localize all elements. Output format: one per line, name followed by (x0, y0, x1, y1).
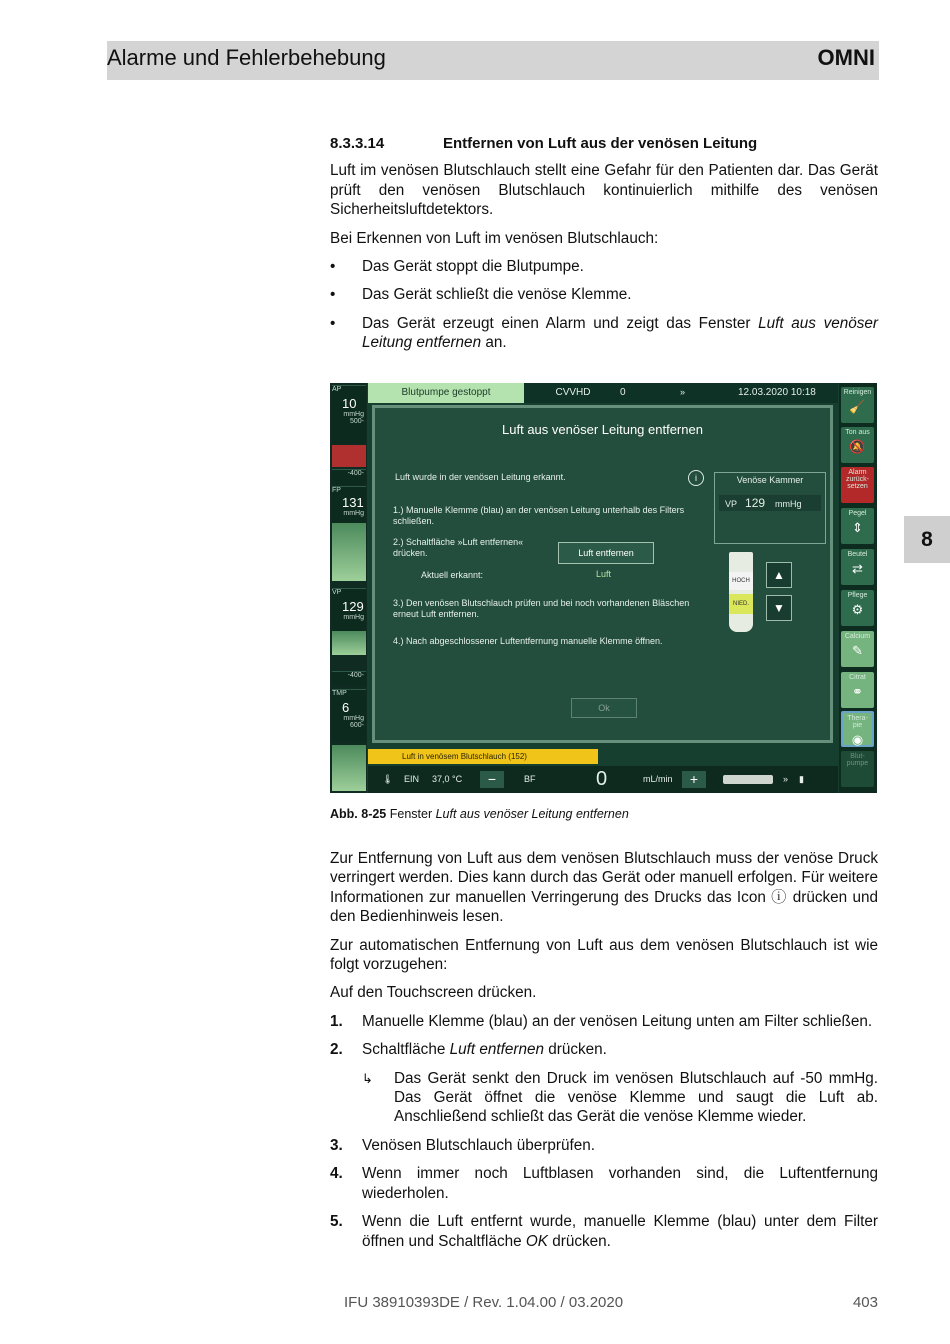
tmp-unit: mmHg (343, 715, 364, 722)
pflege-button[interactable] (841, 590, 874, 626)
vp-row-value: 129 (745, 496, 766, 510)
step-text-pre: Wenn die Luft entfernt wurde, manuelle Klemme (blau) unter dem Filter öffnen und Schaltfläche (362, 1213, 878, 1250)
step-2 (330, 1040, 878, 1059)
tmp-bar (332, 745, 366, 791)
beutel-label: Beutel (847, 551, 868, 558)
ap-value: 10 (342, 396, 357, 411)
ap-low-limit: -400- (347, 470, 364, 477)
fp-readout (332, 486, 366, 523)
calcium-button[interactable] (841, 631, 874, 667)
heater-state: EIN (404, 774, 420, 784)
tmp-value: 6 (342, 700, 350, 715)
mute-icon: 🔕 (849, 439, 866, 454)
tmp-high-limit: 600- (349, 722, 364, 729)
bullet-text (362, 314, 878, 353)
ton-aus-button[interactable] (841, 427, 874, 463)
therapy-icon: ◉ (851, 732, 864, 747)
section-heading (330, 134, 878, 153)
bullet-item (330, 314, 878, 353)
ap-readout (332, 385, 366, 444)
venous-chamber-graphic (729, 552, 753, 632)
reinigen-label: Reinigen (843, 389, 872, 396)
upper-content (330, 134, 878, 362)
pegel-button[interactable] (841, 508, 874, 544)
header-brand: OMNI (817, 45, 875, 70)
therapie-button[interactable] (841, 711, 874, 747)
section-title: Entfernen von Luft aus der venösen Leitung (443, 135, 758, 152)
step-number: 3. (330, 1136, 343, 1154)
chapter-tab: 8 (904, 516, 950, 563)
air-removal-dialog (372, 405, 833, 743)
vp-low (332, 671, 366, 686)
step-number: 1. (330, 1012, 343, 1030)
bullet-mark: • (330, 286, 336, 304)
bullet-item (330, 285, 878, 304)
lower-content (330, 849, 878, 1260)
footer-doc-id: IFU 38910393DE / Rev. 1.04.00 / 03.2020 (344, 1294, 624, 1311)
vp-row (719, 495, 821, 511)
step-number: 4. (330, 1165, 343, 1183)
result-text: Das Gerät senkt den Druck im venösen Blutschlauch auf -50 mmHg. Das Gerät öffnet die venöse Klemme und saugt die Luft ab. Anschließend schließt das Gerät die venöse Klemme wieder. (394, 1069, 878, 1126)
dialog-title: Luft aus venöser Leitung entfernen (502, 422, 703, 437)
step-number: 2. (330, 1041, 343, 1059)
vp-row-unit: mmHg (775, 499, 802, 509)
alarm-reset-label: Alarm zurück-setzen (846, 469, 869, 490)
status-bar (368, 383, 838, 403)
step-2-result (362, 1069, 878, 1127)
detect-lead: Bei Erkennen von Luft im venösen Blutschlauch: (330, 229, 659, 247)
bullet-text-post: an. (481, 334, 507, 352)
vp-unit: mmHg (343, 614, 364, 621)
fp-value: 131 (342, 495, 364, 510)
bf-value: 0 (596, 768, 608, 790)
step-text-emphasis: OK (525, 1232, 548, 1250)
vp-value: 129 (342, 599, 364, 614)
status-text: Blutpumpe gestoppt (368, 383, 524, 403)
bag-icon: ⇄ (852, 561, 863, 576)
paragraph-pressure: Zur Entfernung von Luft aus dem venösen Blutschlauch muss der venöse Druck verringert werden. Dies kann durch das Gerät oder manuell erfolgen. Für weitere Informationen zur manuellen Verringerung des Drucks das Icon ⓘ drücken und den Bedienhinweis lesen. (330, 850, 878, 926)
pressure-panel (330, 383, 367, 793)
vp-label: VP (332, 589, 342, 596)
vp-low-limit: -400- (347, 672, 364, 679)
decrease-bf-button[interactable]: − (480, 771, 504, 788)
bf-unit: mL/min (643, 774, 673, 784)
luft-entfernen-button[interactable]: Luft entfernen (558, 542, 654, 564)
citrat-icon: ⚭ (852, 684, 863, 699)
ap-low (332, 469, 366, 485)
tmp-label: TMP (332, 690, 347, 697)
bullet-text-pre: Das Gerät erzeugt einen Alarm und zeigt das Fenster (362, 314, 759, 332)
level-down-button[interactable]: ▼ (766, 595, 792, 621)
step-5 (330, 1212, 878, 1251)
blutpumpe-label: Blut-pumpe (846, 753, 869, 767)
current-detection-value: Luft (596, 569, 612, 579)
step-text-post: drücken. (544, 1041, 607, 1059)
dialog-step-3: 3.) Den venösen Blutschlauch prüfen und bei noch vorhandenen Bläschen erneut Luft entfernen. (393, 598, 690, 619)
heater-icon: 🌡 (382, 774, 394, 784)
bullet-text: Das Gerät stoppt die Blutpumpe. (362, 258, 584, 276)
venous-chamber-title: Venöse Kammer (736, 475, 804, 485)
dialog-step-1: 1.) Manuelle Klemme (blau) an der venösen Leitung unterhalb des Filters schließen. (393, 505, 685, 526)
ap-high-limit: 500- (349, 418, 364, 425)
caption-text: Fenster (386, 807, 436, 821)
bullet-item (330, 257, 878, 276)
venous-chamber-box (714, 472, 826, 544)
page-header (107, 41, 879, 80)
dialog-step-2: 2.) Schaltfläche »Luft entfernen« drücken. (393, 537, 524, 558)
caption-label: Abb. 8-25 (330, 807, 387, 821)
step-3 (330, 1136, 878, 1155)
vp-bar (332, 631, 366, 655)
ap-alarm-marker (332, 445, 366, 467)
pegel-label: Pegel (848, 510, 867, 517)
pflege-label: Pflege (847, 592, 868, 599)
datetime: 12.03.2020 10:18 (738, 387, 816, 398)
brush-icon: 🧹 (849, 399, 866, 414)
chevron-icon[interactable]: » (783, 774, 789, 784)
tmp-readout (332, 689, 366, 742)
status-count: 0 (620, 387, 626, 398)
temperature: 37,0 °C (432, 774, 463, 784)
fp-bar (332, 523, 366, 581)
level-high-label: HOCH (729, 572, 753, 590)
syringe-icon (723, 775, 773, 784)
gear-icon: ⚙ (851, 602, 864, 617)
reinigen-button[interactable] (841, 387, 874, 423)
increase-bf-button[interactable]: + (682, 771, 706, 788)
step-text: Venösen Blutschlauch überprüfen. (362, 1136, 596, 1154)
bullet-mark: • (330, 314, 336, 332)
result-arrow-icon: ↳ (362, 1070, 373, 1086)
caption-emphasis: Luft aus venöser Leitung entfernen (435, 807, 629, 821)
vp-row-label: VP (725, 499, 738, 509)
paragraph-automatic: Zur automatischen Entfernung von Luft aus dem venösen Blutschlauch ist wie folgt vorzugehen: (330, 936, 878, 974)
level-up-button[interactable]: ▲ (766, 562, 792, 588)
step-text: Wenn immer noch Luftblasen vorhanden sind, die Luftentfernung wiederholen. (362, 1165, 878, 1202)
therapy-mode: CVVHD (555, 387, 591, 398)
bullet-mark: • (330, 258, 336, 276)
level-low-label: NIED. (729, 594, 753, 614)
bottom-bar (368, 766, 838, 793)
bf-label: BF (524, 774, 536, 784)
step-text (362, 1040, 878, 1059)
fp-unit: mmHg (343, 510, 364, 517)
alarm-reset-button[interactable] (841, 467, 874, 503)
syringe-icon: ✎ (852, 643, 863, 658)
header-title: Alarme und Fehlerbehebung (107, 45, 386, 70)
beutel-button[interactable] (841, 549, 874, 585)
section-number: 8.3.3.14 (330, 135, 385, 152)
dialog-detected-text: Luft wurde in der venösen Leitung erkannt. (395, 472, 566, 482)
blutpumpe-button[interactable] (841, 751, 874, 787)
step-4 (330, 1164, 878, 1203)
battery-icon: ▮ (799, 774, 804, 784)
alarm-message[interactable]: Luft in venösem Blutschlauch (152) (368, 749, 598, 764)
step-text-post: drücken. (547, 1232, 611, 1250)
intro-paragraph: Luft im venösen Blutschlauch stellt eine Gefahr für den Patienten dar. Das Gerät prüft den venösen Blutschlauch kontinuierlich mithilfe des venösen Sicherheitsluftdetektors. (330, 162, 878, 219)
dialog-step-4: 4.) Nach abgeschlossener Luftentfernung manuelle Klemme öffnen. (393, 636, 663, 646)
device-screenshot (330, 383, 877, 793)
bullet-text: Das Gerät schließt die venöse Klemme. (362, 286, 632, 304)
page-number: 403 (852, 1294, 878, 1311)
step-text (362, 1212, 878, 1251)
step-text-emphasis: Luft entfernen (449, 1041, 544, 1059)
therapie-label: Thera-pie (847, 715, 868, 729)
chevron-icon[interactable]: » (680, 387, 686, 397)
figure-caption (330, 807, 629, 821)
function-sidebar (839, 383, 877, 793)
level-icon: ⇕ (852, 520, 863, 535)
step-text: Manuelle Klemme (blau) an der venösen Leitung unten am Filter schließen. (362, 1012, 873, 1030)
step-1 (330, 1012, 878, 1031)
citrat-label: Citrat (849, 674, 866, 681)
current-detection-label: Aktuell erkannt: (421, 570, 484, 580)
calcium-label: Calcium (844, 633, 871, 640)
ap-label: AP (332, 386, 342, 393)
step-number: 5. (330, 1213, 343, 1231)
info-icon[interactable]: i (688, 470, 704, 486)
ok-button[interactable]: Ok (571, 698, 637, 718)
citrat-button[interactable] (841, 672, 874, 708)
paragraph-touchscreen: Auf den Touchscreen drücken. (330, 984, 537, 1002)
ton-aus-label: Ton aus (845, 429, 870, 436)
bullet-text-emphasis: Luft aus venöser Leitung entfernen (362, 314, 878, 352)
fp-label: FP (332, 487, 341, 494)
ap-unit: mmHg (343, 411, 364, 418)
step-text-pre: Schaltfläche (362, 1041, 450, 1059)
